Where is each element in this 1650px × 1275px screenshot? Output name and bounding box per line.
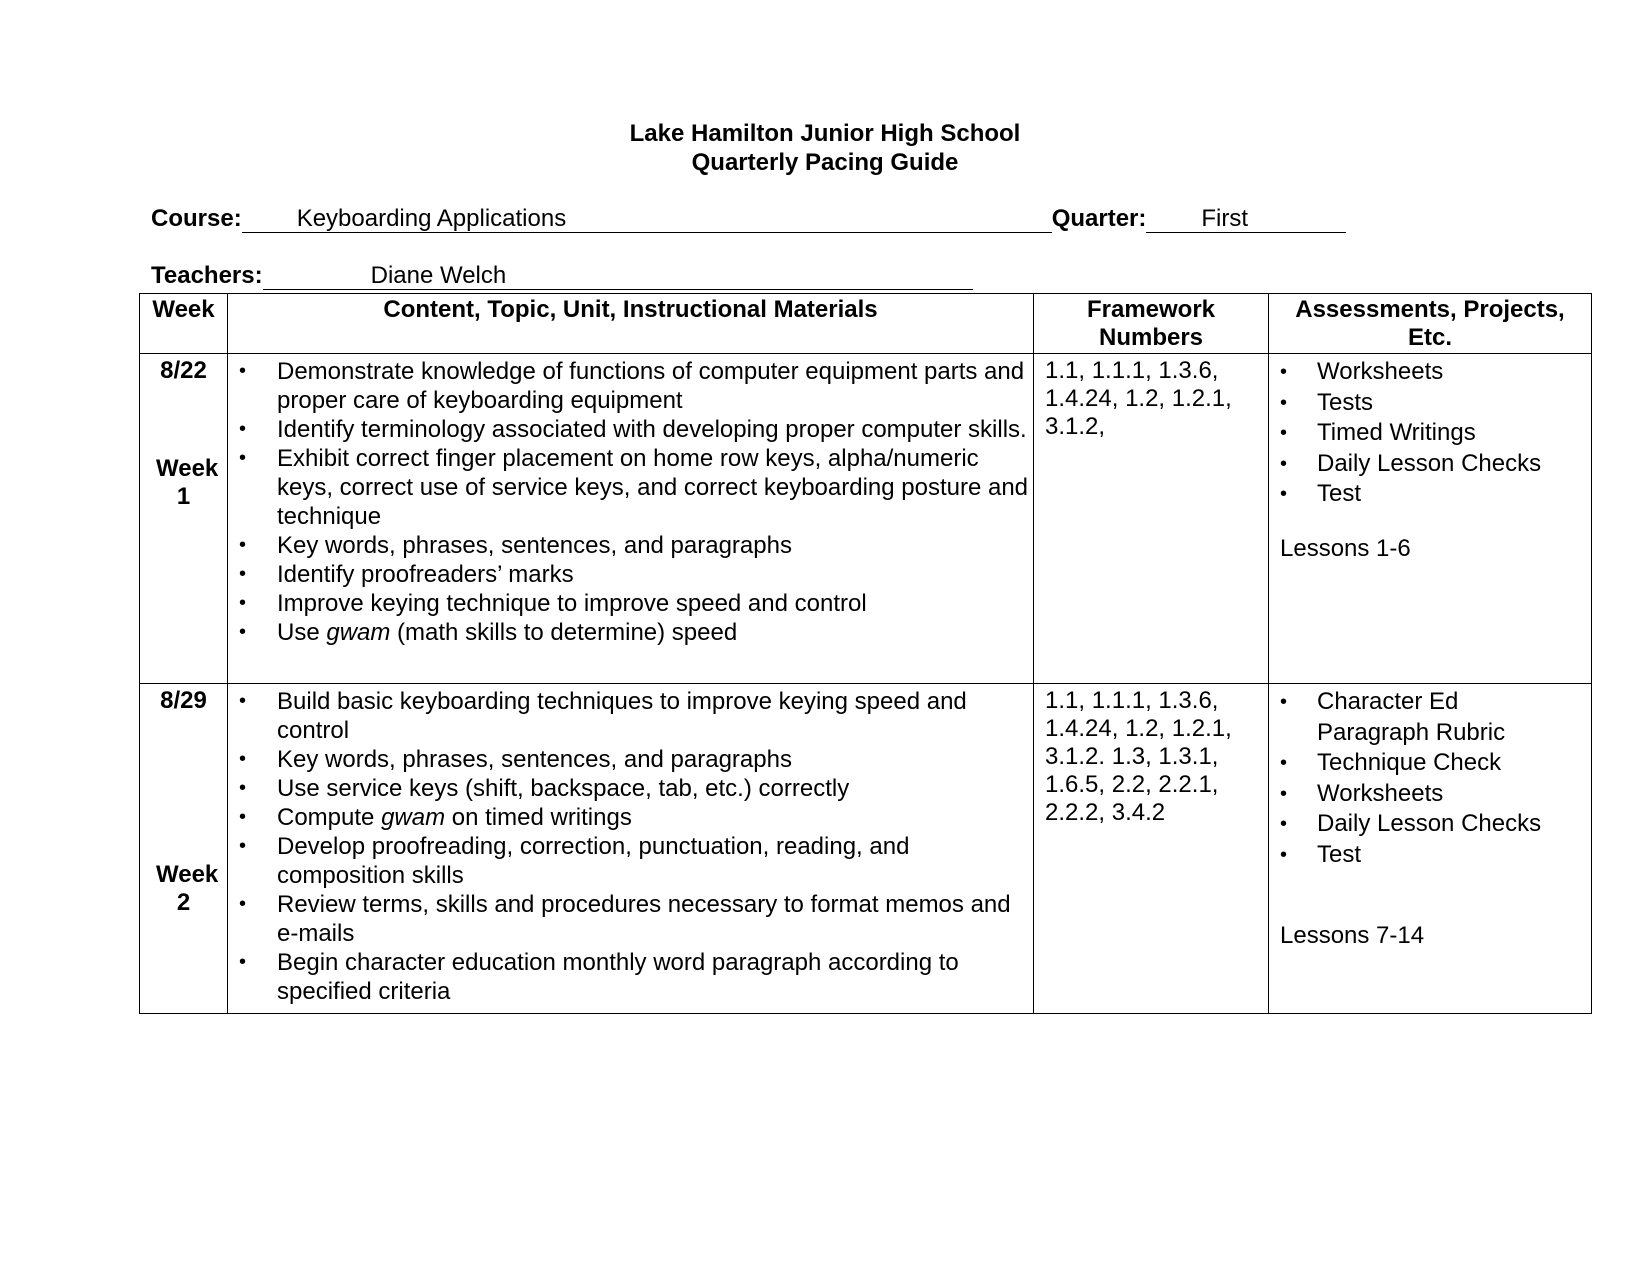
assessments-cell (1269, 684, 1592, 1014)
table-header-row (140, 294, 1592, 354)
school-title: Lake Hamilton Junior High School (629, 120, 1021, 147)
course-field (242, 205, 1052, 233)
pacing-table (139, 293, 1592, 1014)
header-framework: Framework Numbers (1034, 294, 1269, 354)
list-item: • Technique Check (1269, 748, 1591, 779)
assessments-list (1269, 354, 1591, 510)
list-item: • Develop proofreading, correction, punctuation, reading, and composition skills (228, 832, 1033, 890)
table-row (140, 684, 1592, 1014)
list-item: • Use gwam (math skills to determine) speed (228, 618, 1033, 647)
list-item: • Daily Lesson Checks (1269, 809, 1591, 840)
list-item: • Tests (1269, 388, 1591, 419)
list-item: • Timed Writings (1269, 418, 1591, 449)
teachers-value: Diane Welch (370, 262, 507, 289)
header-content: Content, Topic, Unit, Instructional Materials (228, 294, 1034, 354)
framework-numbers: 1.1, 1.1.1, 1.3.6, 1.4.24, 1.2, 1.2.1, 3.1.2. 1.3, 1.3.1, 1.6.5, 2.2, 2.2.1, 2.2.2, 3.4.2 (1045, 687, 1232, 826)
list-item: • Build basic keyboarding techniques to improve keying speed and control (228, 687, 1033, 745)
list-item: • Test (1269, 479, 1591, 510)
list-item: • Key words, phrases, sentences, and paragraphs (228, 531, 1033, 560)
week-cell (140, 354, 228, 684)
quarter-field (1146, 205, 1346, 233)
list-item: • Key words, phrases, sentences, and paragraphs (228, 745, 1033, 774)
list-item: • Begin character education monthly word paragraph according to specified criteria (228, 948, 1033, 1006)
emphasis: gwam (381, 804, 446, 831)
lessons-range: Lessons 1-6 (1280, 534, 1411, 562)
table-row (140, 354, 1592, 684)
teachers-line (151, 262, 973, 290)
teachers-label: Teachers: (151, 262, 263, 289)
week-label: Week 2 (156, 861, 219, 916)
list-item: • Demonstrate knowledge of functions of computer equipment parts and proper care of keyboarding equipment (228, 357, 1033, 415)
list-item: • Compute gwam on timed writings (228, 803, 1033, 832)
list-item: • Character Ed Paragraph Rubric (1269, 687, 1591, 748)
lessons-range: Lessons 7-14 (1280, 922, 1425, 949)
content-list (228, 354, 1033, 649)
course-value: Keyboarding Applications (296, 205, 567, 232)
guide-title: Quarterly Pacing Guide (691, 149, 959, 176)
week-date: 8/29 (160, 687, 207, 714)
list-item: • Review terms, skills and procedures necessary to format memos and e-mails (228, 890, 1033, 948)
content-list (228, 684, 1033, 1008)
week-label: Week 1 (156, 455, 219, 510)
framework-cell (1034, 354, 1269, 684)
list-item: • Identify terminology associated with developing proper computer skills. (228, 415, 1033, 444)
content-cell (228, 684, 1034, 1014)
course-label: Course: (151, 205, 242, 232)
teachers-field (263, 262, 973, 290)
content-cell (228, 354, 1034, 684)
list-item: • Use service keys (shift, backspace, tab, etc.) correctly (228, 774, 1033, 803)
week-date: 8/22 (160, 357, 207, 384)
list-item: • Test (1269, 840, 1591, 871)
list-item: • Identify proofreaders’ marks (228, 560, 1033, 589)
list-item: • Worksheets (1269, 357, 1591, 388)
list-item: • Worksheets (1269, 779, 1591, 810)
list-item: • Exhibit correct finger placement on home row keys, alpha/numeric keys, correct use of service keys, and correct keyboarding posture and technique (228, 444, 1033, 531)
framework-cell (1034, 684, 1269, 1014)
list-item: • Improve keying technique to improve speed and control (228, 589, 1033, 618)
emphasis: gwam (326, 619, 391, 646)
quarter-value: First (1201, 205, 1249, 232)
assessments-cell (1269, 354, 1592, 684)
header-week: Week (140, 294, 228, 354)
header-assessments: Assessments, Projects, Etc. (1269, 294, 1592, 354)
week-cell (140, 684, 228, 1014)
list-item: • Daily Lesson Checks (1269, 449, 1591, 480)
framework-numbers: 1.1, 1.1.1, 1.3.6, 1.4.24, 1.2, 1.2.1, 3.1.2, (1045, 357, 1232, 440)
assessments-list (1269, 684, 1591, 870)
quarter-label: Quarter: (1051, 205, 1147, 232)
course-line (151, 205, 1346, 233)
